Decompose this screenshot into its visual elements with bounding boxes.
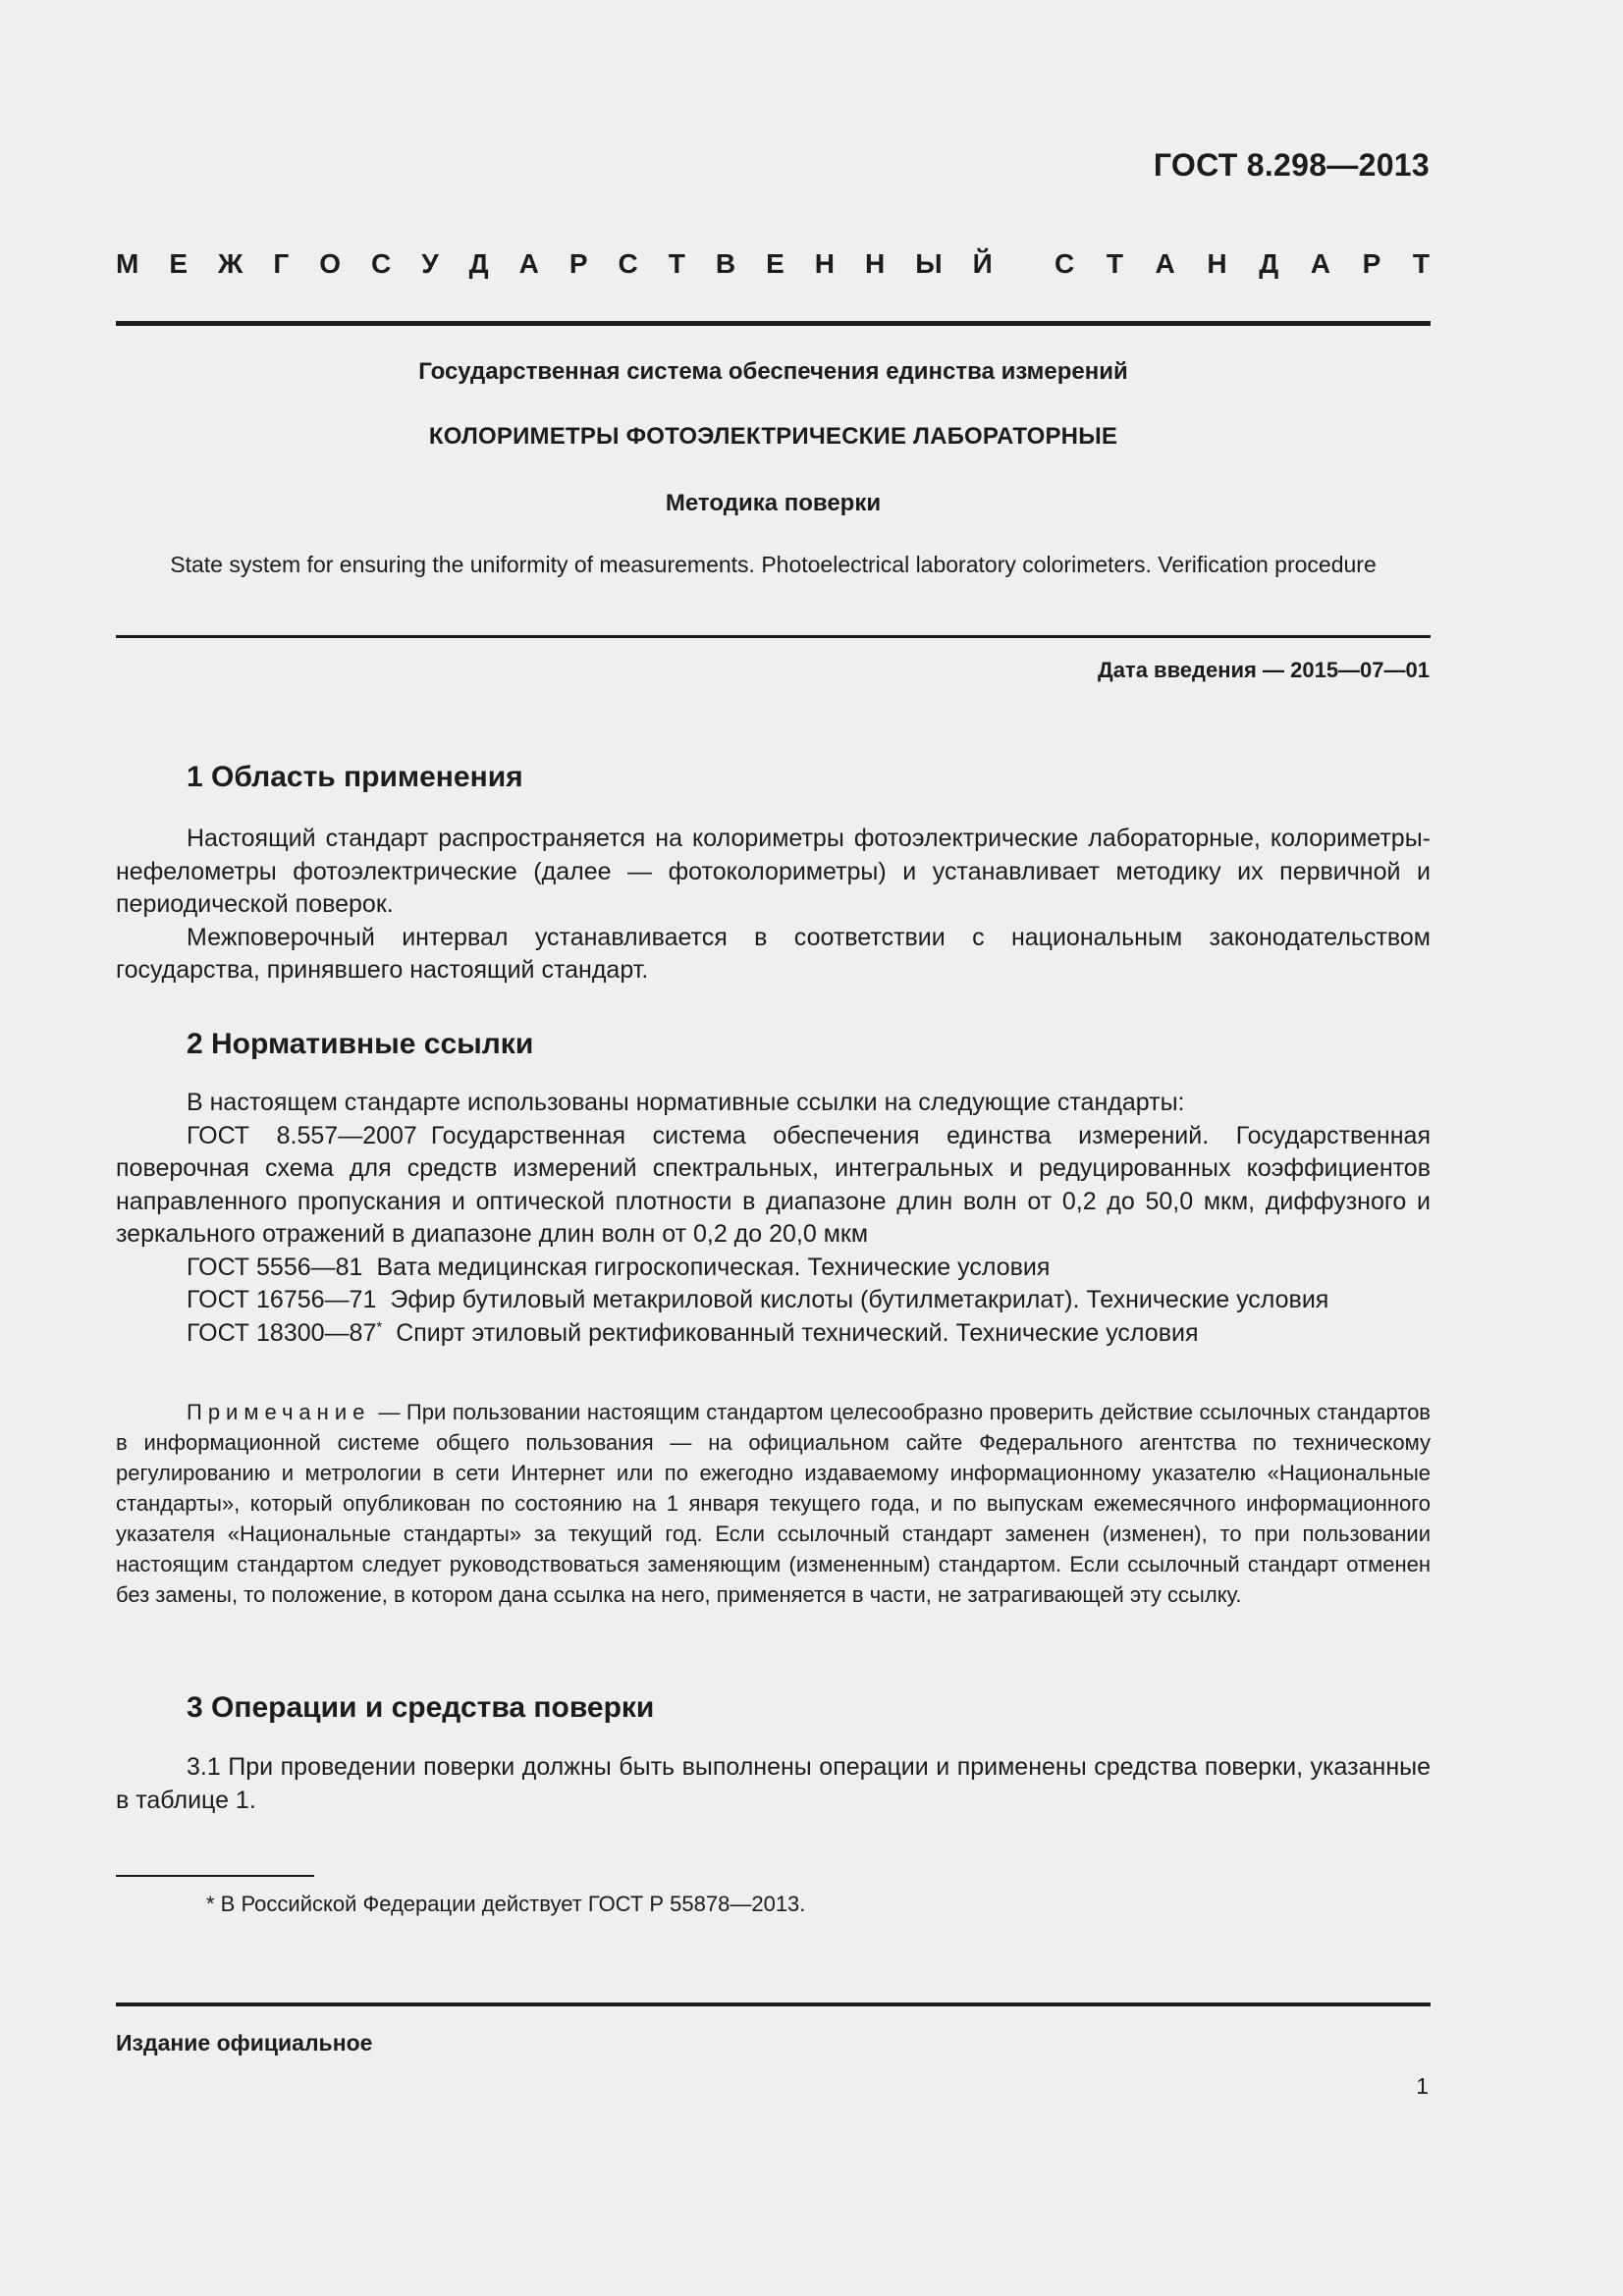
reference-code: ГОСТ 18300—87 [187,1318,377,1347]
reference-code: ГОСТ 16756—71 [187,1286,377,1313]
page-number: 1 [1416,2073,1429,2099]
standard-type-word-1: М Е Ж Г О С У Д А Р С Т В Е Н Н Ы Й [116,248,993,279]
standard-type [116,248,1430,280]
reference-item [116,1120,1431,1252]
official-edition-label: Издание официальное [116,2030,373,2056]
references-intro: В настоящем стандарте использованы нормативные ссылки на следующие стандарты: [187,1089,1185,1116]
note-text: — При пользовании настоящим стандартом целесообразно проверить действие ссылочных стандартов в информационной системе общего пользования — на официальном сайте Федерального агентства по техническому регулированию и метрологии в сети Интернет или по ежегодно издаваемому информационному указателю «Национальные стандарты», который опубликован по состоянию на 1 января текущего года, и по выпускам ежемесячного информационного указателя «Национальные стандарты» за текущий год. Если ссылочный стандарт заменен (изменен), то при пользовании настоящим стандартом следует руководствоваться заменяющим (измененным) стандартом. Если ссылочный стандарт отменен без замены, то положение, в котором дана ссылка на него, применяется в части, не затрагивающей эту ссылку. [116,1400,1431,1607]
reference-title: Государственная система обеспечения единства измерений. Государственная поверочная схема для средств измерений спектральных, интегральных и редуцированных коэффициентов направленного пропускания и оптической плотности в диапазоне длин волн от 0,2 до 50,0 мкм, диффузного и зеркального отражений в диапазоне длин волн от 0,2 до 20,0 мкм [116,1121,1431,1248]
section-3-paragraph-1: 3.1 При проведении поверки должны быть выполнены операции и применены средства поверки, указанные в таблице 1. [116,1753,1431,1814]
footnote-mark: * [376,1318,383,1336]
note-label: Примечание [187,1400,371,1424]
section-1-body [116,823,1431,988]
section-3-body [116,1751,1431,1817]
reference-code: ГОСТ 8.557—2007 [187,1121,417,1149]
english-title: State system for ensuring the uniformity of measurements. Photoelectrical laboratory colorimeters. Verification procedure [170,552,1377,577]
reference-title: Вата медицинская гигроскопическая. Технические условия [376,1253,1051,1281]
reference-item [116,1317,1431,1351]
reference-code: ГОСТ 5556—81 [187,1253,363,1281]
method-title: Методика поверки [665,490,882,516]
reference-item [116,1284,1431,1317]
section-1-paragraph-1: Настоящий стандарт распространяется на колориметры фотоэлектрические лабораторные, колориметры-нефелометры фотоэлектрические (далее — фотоколориметры) и устанавливает методику их первичной и периодической поверок. [116,825,1431,918]
introduction-date: Дата введения — 2015—07—01 [1098,658,1430,682]
section-1-paragraph-2: Межповерочный интервал устанавливается в соответствии с национальным законодательством государства, принявшего настоящий стандарт. [116,923,1431,984]
section-2-heading: 2 Нормативные ссылки [187,1028,534,1060]
title-rule [116,635,1431,638]
reference-title: Эфир бутиловый метакриловой кислоты (бутилметакрилат). Технические условия [390,1286,1329,1313]
standard-number: ГОСТ 8.298—2013 [1153,147,1430,183]
reference-title: Спирт этиловый ректификованный технический. Технические условия [396,1318,1199,1347]
footnote: * В Российской Федерации действует ГОСТ Р 55878—2013. [206,1892,806,1916]
section-3-heading: 3 Операции и средства поверки [187,1691,655,1724]
system-title: Государственная система обеспечения единства измерений [418,358,1128,385]
bottom-rule [116,2002,1431,2006]
section-1-heading: 1 Область применения [187,761,523,793]
footnote-rule [116,1875,314,1877]
top-rule [116,321,1431,326]
standard-type-word-2: С Т А Н Д А Р Т [1055,248,1430,279]
reference-item [116,1252,1431,1285]
references-note [116,1397,1431,1610]
product-title: КОЛОРИМЕТРЫ ФОТОЭЛЕКТРИЧЕСКИЕ ЛАБОРАТОРНЫЕ [428,423,1118,450]
section-2-body [116,1087,1431,1350]
